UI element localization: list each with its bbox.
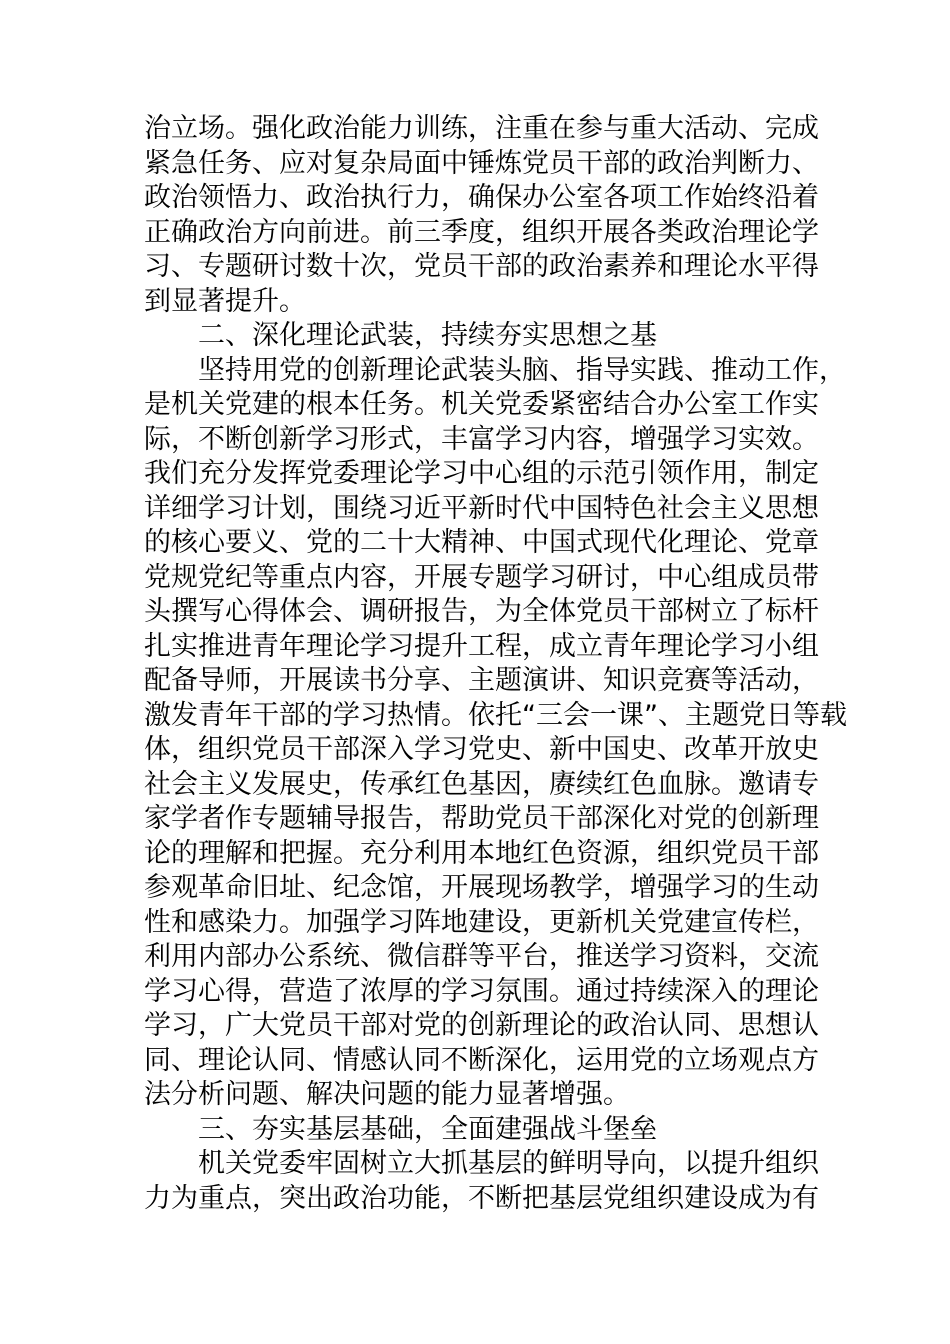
text-line: 同、理论认同、情感认同不断深化，运用党的立场观点方 xyxy=(144,1044,819,1076)
text-line: 配备导师，开展读书分享、主题演讲、知识竞赛等活动， xyxy=(144,665,819,696)
text-line: 利用内部办公系统、微信群等平台，推送学习资料，交流 xyxy=(144,941,819,972)
text-line: 党规党纪等重点内容，开展专题学习研讨，中心组成员带 xyxy=(144,561,819,593)
text-line: 激发青年干部的学习热情。依托“三会一课”、主题党日等载 xyxy=(144,699,847,731)
text-line: 家学者作专题辅导报告，帮助党员干部深化对党的创新理 xyxy=(144,803,819,834)
text-line: 扎实推进青年理论学习提升工程，成立青年理论学习小组 xyxy=(144,630,819,662)
text-line: 力为重点，突出政治功能，不断把基层党组织建设成为有 xyxy=(144,1182,819,1214)
text-line: 际，不断创新学习形式，丰富学习内容，增强学习实效。 xyxy=(144,423,819,455)
text-line: 治立场。强化政治能力训练，注重在参与重大活动、完成 xyxy=(144,113,819,144)
section-heading: 三、夯实基层基础，全面建强战斗堡垒 xyxy=(198,1113,657,1145)
document-body xyxy=(144,112,847,1216)
paragraph-first-line: 机关党委牢固树立大抓基层的鲜明导向，以提升组织 xyxy=(198,1148,819,1179)
text-line: 论的理解和把握。充分利用本地红色资源，组织党员干部 xyxy=(144,837,819,869)
text-line: 性和感染力。加强学习阵地建设，更新机关党建宣传栏， xyxy=(144,906,819,938)
text-line: 详细学习计划，围绕习近平新时代中国特色社会主义思想 xyxy=(144,492,819,524)
text-line: 是机关党建的根本任务。机关党委紧密结合办公室工作实 xyxy=(144,389,819,420)
paragraph-first-line: 坚持用党的创新理论武装头脑、指导实践、推动工作， xyxy=(198,354,846,386)
text-line: 参观革命旧址、纪念馆，开展现场教学，增强学习的生动 xyxy=(144,872,819,903)
text-line: 法分析问题、解决问题的能力显著增强。 xyxy=(144,1079,630,1110)
text-line: 学习，广大党员干部对党的创新理论的政治认同、思想认 xyxy=(144,1010,819,1041)
text-line: 政治领悟力、政治执行力，确保办公室各项工作始终沿着 xyxy=(144,182,819,213)
text-line: 头撰写心得体会、调研报告，为全体党员干部树立了标杆 xyxy=(144,596,819,627)
text-line: 的核心要义、党的二十大精神、中国式现代化理论、党章 xyxy=(144,527,819,558)
text-line: 体，组织党员干部深入学习党史、新中国史、改革开放史 xyxy=(144,734,819,765)
section-heading: 二、深化理论武装，持续夯实思想之基 xyxy=(198,320,657,351)
text-line: 紧急任务、应对复杂局面中锤炼党员干部的政治判断力、 xyxy=(144,147,819,179)
text-line: 社会主义发展史，传承红色基因，赓续红色血脉。邀请专 xyxy=(144,768,819,800)
text-line: 我们充分发挥党委理论学习中心组的示范引领作用，制定 xyxy=(144,458,819,489)
text-line: 到显著提升。 xyxy=(144,285,306,317)
text-line: 正确政治方向前进。前三季度，组织开展各类政治理论学 xyxy=(144,216,819,248)
text-line: 学习心得，营造了浓厚的学习氛围。通过持续深入的理论 xyxy=(144,975,819,1007)
text-line: 习、专题研讨数十次，党员干部的政治素养和理论水平得 xyxy=(144,251,819,282)
